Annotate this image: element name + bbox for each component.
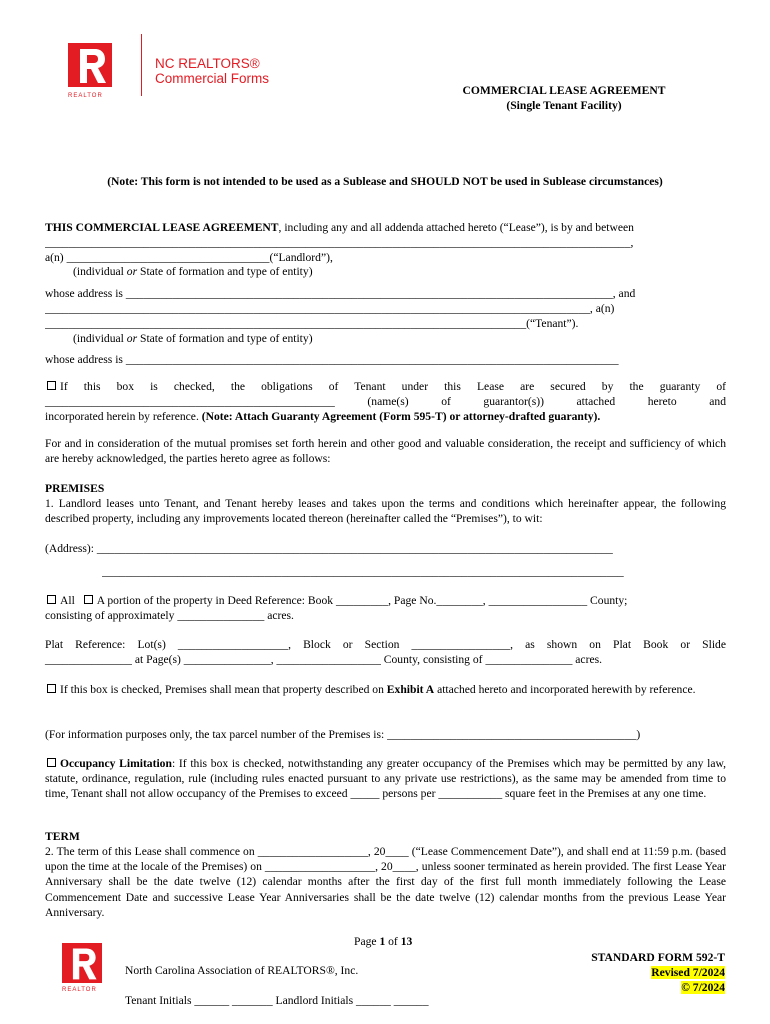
guaranty-line-3 xyxy=(45,409,735,424)
revised-highlight: Revised 7/2024 xyxy=(651,966,725,979)
brand-divider xyxy=(141,34,142,96)
footer-logo xyxy=(62,943,102,987)
premises-heading: PREMISES xyxy=(45,482,105,495)
occupancy-text: : If this box is checked, notwithstanding any greater occupancy of the Premises which may be permitted by any law, statute, ordinance, regulation, rule (including rules enacted pursuant to any private use restrictions), as the same may be amended from time to time, Tenant shall not allow occupancy of the Premises to exceed _____ persons per ___________ square feet in the Premises at any one time. xyxy=(45,757,727,801)
entity-note-c: State of formation and type of entity) xyxy=(137,332,313,345)
entity-note-a: (individual xyxy=(73,265,127,278)
guaranty-line-1 xyxy=(45,379,726,394)
entity-note-c: State of formation and type of entity) xyxy=(137,265,313,278)
brand-subtitle: Commercial Forms xyxy=(155,71,270,86)
landlord-name-line[interactable]: _____________________________________________________________________________________________________, xyxy=(45,236,634,249)
exhibit-a-paragraph xyxy=(45,682,726,697)
plat-reference-line-1[interactable]: Plat Reference: Lot(s) ___________________, Block or Section _________________, as shown on Plat Book or Slide xyxy=(45,638,726,651)
plat-reference-line-2[interactable]: _______________ at Page(s) _______________, __________________ County, consisting of _______________ acres. xyxy=(45,653,602,666)
acres-line[interactable]: consisting of approximately _______________ acres. xyxy=(45,609,294,622)
consideration-paragraph: For and in consideration of the mutual promises set forth herein and other good and valuable consideration, the receipt and sufficiency of which are hereby acknowledged, the parties hereto agree as follows: xyxy=(45,437,726,466)
page-of: of xyxy=(385,935,401,948)
sublease-note: (Note: This form is not intended to be used as a Sublease and SHOULD NOT be used in Sublease circumstances) xyxy=(107,175,663,188)
portion-checkbox[interactable] xyxy=(84,595,93,604)
all-label: All xyxy=(60,594,75,607)
tenant-entity-line[interactable]: ___________________________________________________________________________________(“Tenant”). xyxy=(45,317,579,330)
page-number xyxy=(354,934,412,949)
landlord-entity-note xyxy=(73,264,313,279)
initials-line[interactable]: Tenant Initials ______ _______ Landlord Initials ______ ______ xyxy=(125,994,429,1007)
premises-address-line-2[interactable]: __________________________________________________________________________________________ xyxy=(102,565,624,578)
realtor-r-icon xyxy=(68,43,112,93)
guaranty-line-2[interactable]: __________________________________________________ (name(s) of guarantor(s)) attached hereto and xyxy=(45,395,726,408)
tenant-address-line[interactable]: whose address is _____________________________________________________________________________________ xyxy=(45,353,619,366)
parties-intro-bold: THIS COMMERCIAL LEASE AGREEMENT xyxy=(45,221,279,234)
term-heading: TERM xyxy=(45,830,80,843)
all-checkbox[interactable] xyxy=(47,595,56,604)
copyright xyxy=(520,980,725,995)
deed-reference-line xyxy=(45,593,726,608)
form-name: STANDARD FORM 592-T xyxy=(591,951,725,964)
parties-intro-rest: , including any and all addenda attached hereto (“Lease”), is by and between xyxy=(278,221,634,234)
document-title: COMMERCIAL LEASE AGREEMENT xyxy=(462,84,666,97)
page-prefix: Page xyxy=(354,935,380,948)
guaranty-note: (Note: Attach Guaranty Agreement (Form 595-T) or attorney-drafted guaranty). xyxy=(201,410,601,423)
occupancy-label: Occupancy Limitation xyxy=(60,757,172,770)
exhibit-a-text-1: If this box is checked, Premises shall mean that property described on xyxy=(60,683,387,696)
exhibit-a-text-2: attached hereto and incorporated herewith by reference. xyxy=(434,683,696,696)
exhibit-a-label: Exhibit A xyxy=(386,683,435,696)
landlord-address-line[interactable]: whose address is ____________________________________________________________________________________, and xyxy=(45,287,636,300)
guaranty-checkbox[interactable] xyxy=(47,381,56,390)
parties-intro xyxy=(45,220,726,235)
landlord-entity-line[interactable]: a(n) ___________________________________(“Landlord”), xyxy=(45,251,333,264)
premises-paragraph: 1. Landlord leases unto Tenant, and Tenant hereby leases and takes upon the terms and conditions which hereinafter appear, the following described property, including any improvements located thereon (hereinafter called the “Premises”), to wit: xyxy=(45,497,726,526)
entity-note-or: or xyxy=(126,332,138,345)
association-name: North Carolina Association of REALTORS®, Inc. xyxy=(125,964,359,977)
page-total: 13 xyxy=(400,935,413,948)
premises-address-line[interactable]: (Address): _________________________________________________________________________________________ xyxy=(45,542,613,555)
occupancy-checkbox[interactable] xyxy=(47,758,56,767)
entity-note-or: or xyxy=(126,265,138,278)
logo-caption: REALTOR xyxy=(68,93,103,99)
entity-note-a: (individual xyxy=(73,332,127,345)
guaranty-text-1: If this box is checked, the obligations of Tenant under this Lease are secured by the guaranty of xyxy=(60,380,726,393)
guaranty-text-3: incorporated herein by reference. xyxy=(45,410,202,423)
document-subtitle: (Single Tenant Facility) xyxy=(506,99,622,112)
footer-logo-caption: REALTOR xyxy=(62,987,97,993)
brand-name: NC REALTORS® xyxy=(155,56,260,71)
revised-date xyxy=(520,965,725,980)
occupancy-paragraph xyxy=(45,756,726,802)
term-paragraph: 2. The term of this Lease shall commence on ___________________, 20____ (“Lease Commencement Date”), and shall end at 11:59 p.m. (based upon the time at the locale of the Premises) on ___________________, 20____, unless sooner terminated as herein provided. The first Lease Year Anniversary shall be the date twelve (12) calendar months after the first day of the first full month immediately following the Lease Commencement Date and successive Lease Year Anniversaries shall be the date twelve (12) calendar months from the previous Lease Year Anniversary. xyxy=(45,845,726,919)
tenant-entity-note xyxy=(73,331,313,346)
realtor-r-icon xyxy=(62,943,102,983)
portion-text: A portion of the property in Deed Reference: Book _________, Page No.________, _________________ County; xyxy=(96,594,628,607)
tax-parcel-line[interactable]: (For information purposes only, the tax parcel number of the Premises is: ___________________________________________) xyxy=(45,728,641,741)
tenant-name-line[interactable]: ______________________________________________________________________________________________, a(n) xyxy=(45,302,615,315)
copyright-highlight: © 7/2024 xyxy=(681,981,725,994)
realtor-logo xyxy=(68,43,112,93)
page-current: 1 xyxy=(379,935,386,948)
exhibit-a-checkbox[interactable] xyxy=(47,684,56,693)
